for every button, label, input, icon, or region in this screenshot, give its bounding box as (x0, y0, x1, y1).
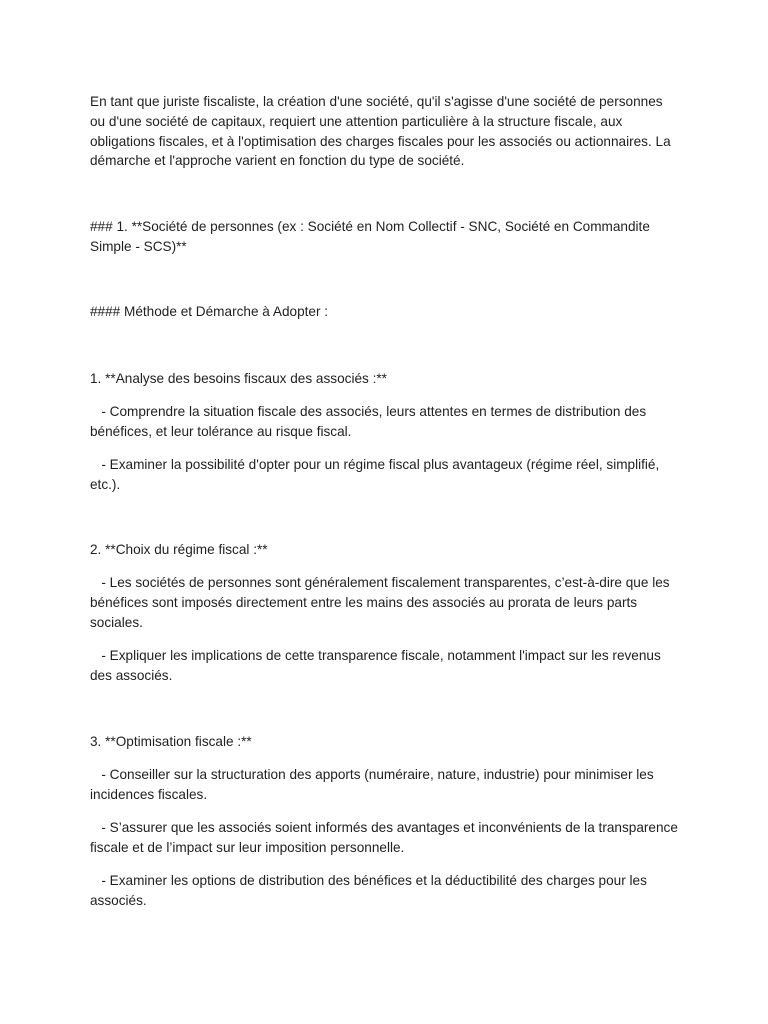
subsection-item: - Examiner les options de distribution des bénéfices et la déductibilité des charges pour les associés. (90, 873, 651, 908)
section-heading-2: #### Méthode et Démarche à Adopter : (90, 304, 329, 319)
subsection-item: - Conseiller sur la structuration des apports (numéraire, nature, industrie) pour minimiser les incidences fiscales. (90, 767, 658, 802)
subsection-item: - Expliquer les implications de cette transparence fiscale, notamment l'impact sur les revenus des associés. (90, 648, 665, 683)
intro-paragraph: En tant que juriste fiscaliste, la création d'une société, qu'il s'agisse d'une société de personnes ou d'une société de capitaux, requiert une attention particulière à la structure fiscale, aux obligations fiscales, et à l'optimisation des charges fiscales pour les associés ou actionnaires. La démarche et l'approche varient en fonction du type de société. (90, 94, 675, 169)
subsection-item: - Comprendre la situation fiscale des associés, leurs attentes en termes de distribution des bénéfices, et leur tolérance au risque fiscal. (90, 404, 650, 439)
subsection-item: - Examiner la possibilité d'opter pour un régime fiscal plus avantageux (régime réel, simplifié, etc.). (90, 457, 664, 492)
subsection-title-1: 1. **Analyse des besoins fiscaux des associés :** (90, 371, 387, 386)
subsection-item: - Les sociétés de personnes sont généralement fiscalement transparentes, c’est-à-dire que les bénéfices sont imposés directement entre les mains des associés au prorata de leurs parts sociales. (90, 575, 674, 630)
subsection-item: - S’assurer que les associés soient informés des avantages et inconvénients de la transparence fiscale et de l’impact sur leur imposition personnelle. (90, 820, 682, 855)
subsection-title-3: 3. **Optimisation fiscale :** (90, 734, 252, 749)
section-heading-1: ### 1. **Société de personnes (ex : Société en Nom Collectif - SNC, Société en Commandite Simple - SCS)** (90, 219, 654, 254)
subsection-title-2: 2. **Choix du régime fiscal :** (90, 542, 268, 557)
